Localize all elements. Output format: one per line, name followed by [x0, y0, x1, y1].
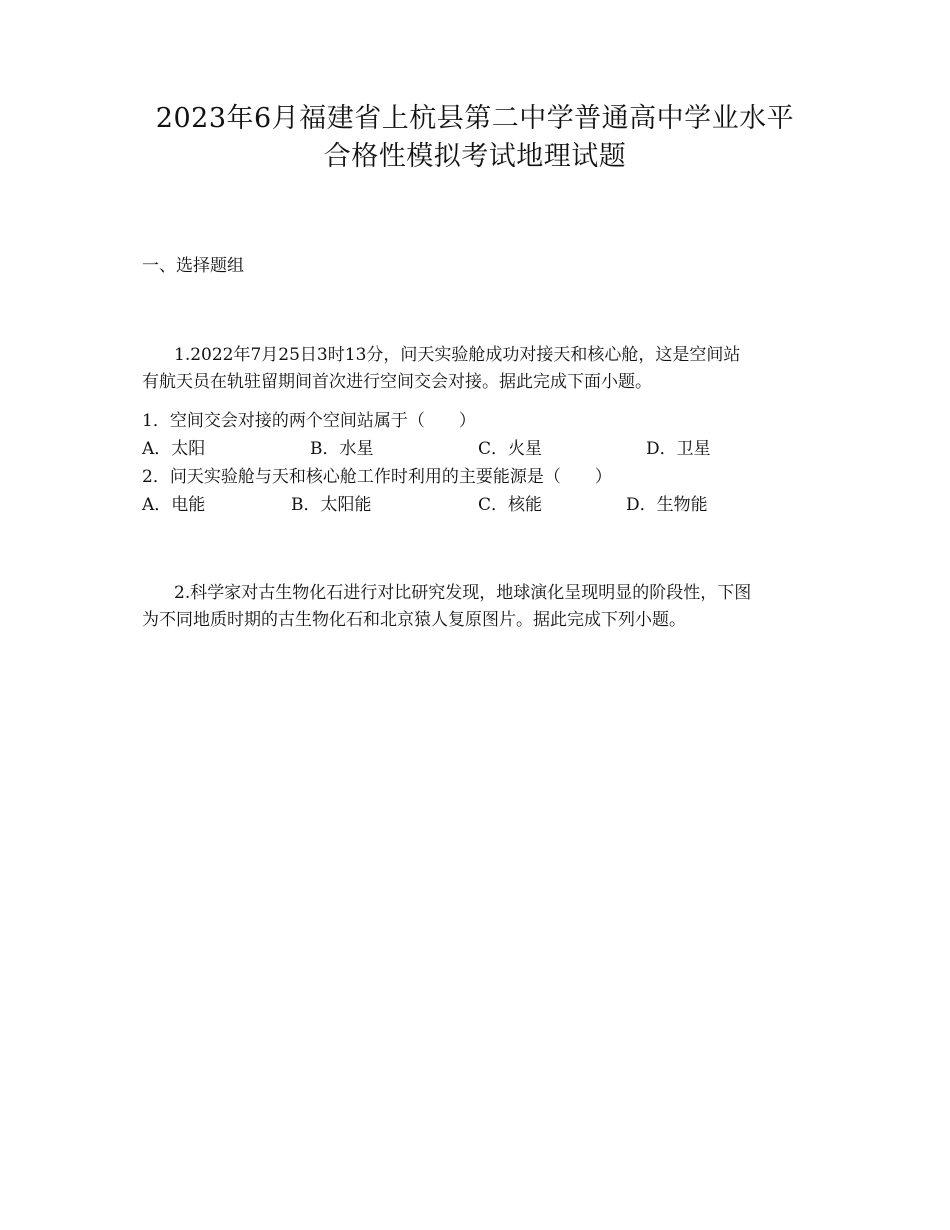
- question-2-stem: 2．问天实验舱与天和核心舱工作时利用的主要能源是（ ）: [142, 467, 612, 487]
- q1-option-d: D．卫星: [646, 439, 711, 459]
- group1-intro-line-2: 有航天员在轨驻留期间首次进行空间交会对接。据此完成下面小题。: [142, 372, 652, 392]
- group1-intro-line-1: 1.2022年7月25日3时13分，问天实验舱成功对接天和核心舱，这是空间站: [174, 345, 741, 365]
- q2-option-d: D．生物能: [626, 495, 708, 515]
- q2-option-a: A．电能: [142, 495, 206, 515]
- q2-option-c: C．核能: [478, 495, 543, 515]
- q2-option-b: B．太阳能: [291, 495, 372, 515]
- group2-intro: [142, 580, 814, 634]
- group1-intro: [142, 342, 814, 396]
- q1-option-c: C．火星: [478, 439, 543, 459]
- title-line-2: 合格性模拟考试地理试题: [323, 141, 627, 172]
- group2-intro-line-2: 为不同地质时期的古生物化石和北京猿人复原图片。据此完成下列小题。: [142, 610, 686, 630]
- question-1-stem: 1．空间交会对接的两个空间站属于（ ）: [142, 411, 476, 431]
- page-title: [100, 100, 850, 176]
- group2-intro-line-1: 2.科学家对古生物化石进行对比研究发现，地球演化呈现明显的阶段性，下图: [174, 583, 752, 603]
- q1-option-a: A．太阳: [142, 439, 206, 459]
- section-heading: 一、选择题组: [142, 256, 244, 276]
- title-line-1: 2023年6月福建省上杭县第二中学普通高中学业水平: [155, 103, 795, 134]
- q1-option-b: B．水星: [310, 439, 374, 459]
